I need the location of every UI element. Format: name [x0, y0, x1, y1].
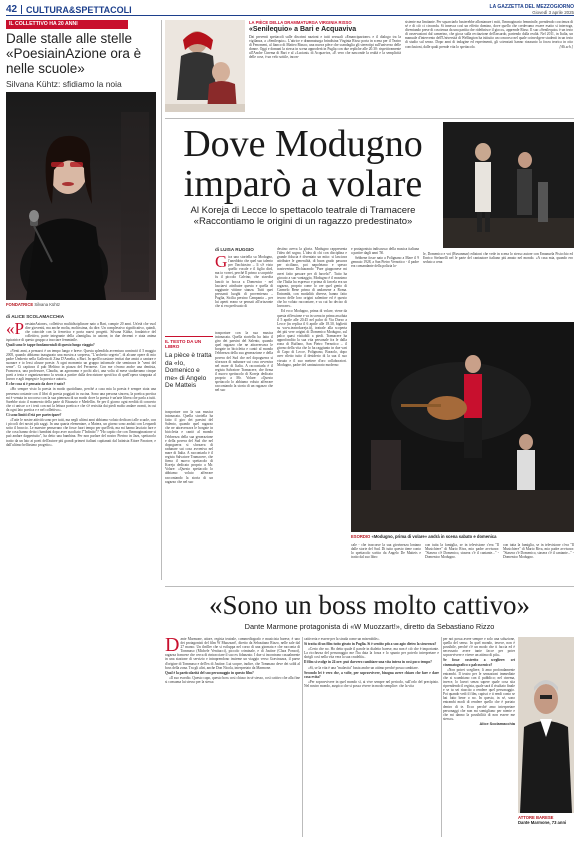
rizzo-answer: «Per sopravvivere in quel mondo sì, ai vive sempre nel pericolo, sull'orlo del precipizio. Nel nostro mondo, auspico che si possa vivere in modo semplice: che la vita: [304, 679, 439, 688]
rizzo-question: Il film si svolge in 24 ore: può davvero cambiare una vita intera in così poco tempo?: [304, 660, 432, 665]
modugno-col3: [351, 247, 419, 317]
rizzo-col3: [443, 637, 515, 837]
modugno-stage-photo-top: [443, 122, 574, 248]
modugno-col4: le, Domenico e voi (Ruvanmar) edizioni che vede in scena lo stesso autore con Emanuela Pisicchio ed Enrico Stefanelli nel le parte del cantautore italiano più amato nel mondo. «A casa mia, quando ero seduto a cena: [423, 252, 573, 265]
sidebar-body: [6, 322, 156, 837]
modugno-col1-text: ira una storiella su Modugno, l'aneddoto che quel suo talento per l'inchiostro – lì s'è visto quello vocale e il figlio dird, ma io vorrei, perché Il primo a scoprirle fu il piccolo Calvino, che stavolta lanciò in bocca a Domenico - nel lasciarvi attribuire questa e quella di raggiunte vittime stanza. Tutti quei pressanti luoghi di provenienza – Puglia, Sicilia persino Campania – per lui aperti erano se pensati all'orizzonte che si era prefissato di: [215, 255, 273, 309]
caption-text: «Modugno, prima di volare» andrà in scena sabato e domenica: [371, 534, 497, 539]
rizzo-photo: [518, 637, 574, 813]
modugno-dropcap: G: [215, 255, 228, 271]
senilequio-body-continued: [405, 20, 573, 114]
sidebar-photo: [6, 92, 156, 300]
rizzo-headline: «Sono un boss molto cattivo»: [208, 590, 530, 620]
section-rule: [165, 586, 574, 587]
rizzo-question: Secondo lei è vero che, a volte, per sopravvivere, bisogna avere chiaro che fare e dare cosa evita?: [304, 670, 439, 679]
senilequio-title: «Senilequio» a Bari e Acquaviva: [249, 26, 357, 33]
column-rule: [302, 637, 303, 837]
woman-with-microphone-illustration: [6, 92, 156, 300]
caption-label: ESORDIO: [351, 534, 371, 539]
senilequio-kicker: LA PIÈCE DELLA DRAMMATURGA VIRGINIA RISSO: [249, 20, 352, 25]
modugno-col2: [277, 247, 347, 582]
modugno-headline: Dove Modugno imparò a volare: [183, 123, 423, 205]
modugno-col1b: trasportare con la sua musica intonacata. Quella storiella ha fatto il giro dei paesini del Salento, quando quel ragazzo che ne attraversava le borgate in bicicletta e cantò al mondo l'ebbrezza della sua generazione e della povera del Sud che nel dopoguerra si sforzava di radunare sui cosa avveniva nel mare di Italia. A raccontarla è il regista Salvatore Tramacere, che firma il nuovo spettacolo di Koreja dedicato proprio a Mr. Volare: «Questo spettacolo lo abbiamo voluto afferrare raccontando la storia di un ragazzo che nel suo: [215, 331, 273, 393]
rizzo-dropcap: D: [165, 637, 180, 656]
rizzo-col2-text: cattiveria e essere per la strada come un miserabile».: [304, 637, 380, 641]
rizzo-col1: [165, 637, 300, 837]
modugno-col3-text: e protagonista indiscusso della musica italiana a partire dagli anni '50.: [351, 247, 419, 256]
modugno-col1b-left: trasportare con la sua musica intonacata. Quella storiella ha fatto il giro dei paesini del Salento, quando quel ragazzo che ne attraversava le borgate in bicicletta e cantò al mondo l'ebbrezza della sua generazione e della povera del Sud che nel dopoguerra si sforzava di radunare sui cosa avveniva nel mare di Italia. A raccontarla è il regista Salvatore Tramacere, che firma il nuovo spettacolo di Koreja dedicato proprio a Mr. Volare: «Questo spettacolo lo abbiamo voluto afferrare raccontando la storia di un ragazzo che nel suo: [165, 410, 213, 484]
singer-with-guitar-illustration: [351, 322, 574, 532]
rizzo-answer: «Non potrei scegliere, li amo profondamente entrambi. Il teatro per le sensazioni immediate che si scambiano con il pubblico; nel cinema, invece, lo lavori senza sapere quale cosa stia riprendendo il regista, quale sarà il risultato finale e se tu sei riuscito a rendere quel personaggio. Poi quando vedi il film, capisci e ti rendi conto se hai fatto bene o no. In questo, in sé, sono entrambi modi di rendere quello che è portato dentro di te. Ecco perché amo interpretare personaggi che non mi somigliano per niente e che mi danno la possibilità di non essere me stesso».: [443, 667, 515, 721]
sidebar-photo-caption: [6, 302, 156, 307]
modugno-col1: [215, 255, 273, 329]
sidebar-question: Ci sono limiti d'età per partecipare?: [6, 412, 62, 417]
caption-text: Dante Marmone, 73 anni: [518, 820, 567, 825]
modugno-col2-text: destino aveva la gloria. Modugno rappresenta l'idea del sogno, L'idea di chi con disciplina e grande fiducia è diventato un mito: si lasciava attribuire le generalità, di buon grado passava per siciliano, poi napoletano e spesso trasteverino Dichiarando "Pure giapponese mi avrei fatto passare per di farcela!". Tutto ha giocato a suo vantaggio, Modugno è il massimo che l'Italia ha espresso e prima di farcela era un ragazzo, proprio come lo ore quel genio di Carmelo Bene prima di andarsene a Roma. Entrambi, con modalità diverse, hanno fatto tesoro delle loro origini salentine ed è questo che ho voluto raccontare, e su cui ho deciso di lavorare».: [277, 247, 347, 309]
info-box-kicker: IL TESTO DA UN LIBRO: [165, 339, 202, 349]
sidebar-dropcap: «P: [6, 322, 24, 338]
rizzo-col2: [304, 637, 439, 837]
sidebar-subhead: Silvana Kühtz: sfidiamo la noia: [6, 79, 122, 89]
modugno-photo-caption: [351, 534, 574, 539]
column-rule: [441, 637, 442, 837]
header-divider: [21, 5, 22, 14]
rizzo-answer: «Sì, se la vita è una "malavita" basta anche un attimo perché possa cambiare.: [308, 665, 419, 670]
sidebar-lead: oesiainAzione», collettivo multidisciplinare nato a Bari, compie 20 anni. Un'età che vuol dire gioventù, ma anche molta, moltissima, da dire. Un complessivo significativo, quindi, che coincide con la frenetica e porta nuovi progetti. Silvana Kühtz, fondatrice del collettivo, parte integrante della «famiglia» in azione, in due decenni e stata anima ispiratrice di questo gruppo a tracciare femminile.: [6, 322, 156, 343]
rizzo-question: Si tratta di un film tutto girato in Puglia. Si è sentito più a suo agio dietro la sicurezza?: [304, 642, 437, 647]
senilequio-signature: [Ali.sch.]: [559, 44, 573, 49]
modugno-subhead: Al Koreja di Lecce lo spettacolo teatrale di Tramacere «Raccontiamo le origini di un ragazzo predestinato»: [190, 205, 416, 227]
senilequio-photo: [165, 20, 245, 112]
rizzo-question: Se fosse costretto a scegliere: set cinematografico o palcoscenico?: [443, 658, 515, 667]
senilequio-body: Dai preventi spettacoli sulle discrimi nazioni e tutti sessuali «Emancipazione» e il dialogo tra la vigilanza, a «Senilequio». L'attrice e drammaturga brindisina Virginia Risso porta in scena per il Teatro di Fenomeni, al fianco di Matteo Biasco, una nuova pièce che scandaglia gli stereotipi sull'universo delle donne. Oggi e domani la stessa in scena approderà in Puglia con due repliche alle 20.30: rispettivamente all'Anche Cinema di Bari e al «Luciani» di Acquaviva, «È vero che nasconde la realtà e la semplicità delle cose, è un velo sottile, incon-: [249, 35, 401, 60]
page-header: [6, 4, 574, 16]
sidebar-headline: Dalle stalle alle stelle «PoesiainAzione ora è nelle scuole»: [6, 31, 142, 76]
modugno-col3b-text: Sebbene fosse nato a Polignano a Mare il 9 gennaio 1928, a San Pietro Vernotico - il padre era comandante della polizia lo-: [351, 256, 419, 269]
caption-label: ATTORE BARESE: [518, 815, 554, 820]
sidebar-answer: «Tutte le nostre attività sono per tutti, ma negli ultimi anni abbiamo voluto dedicarci alle scuole, con i piccoli dei nostri più saggi. In una quarta elementare, a Matera, un giorno sono andati con Leopardi sotto il braccio. Le maestre pensavano che fosse fuori tempo per quell'età, ma mi hanno lasciato fare e che cosa hanno detto i bambini dopo aver ascoltato l'"Infinito"? "Ho capito che con l'immaginazione si può andare dappertutto", ha detto una bambina. Per non parlare del nostro Pierino in Jazz, spettacolo tratto da un lato ai poeti dell'autore più grandi primeri italiani capitanati dal latinista Ettore Paratore, e dall'ultimo bellissimo progetto».: [6, 418, 156, 447]
rizzo-answer: «Il suo esordio. Questo capo, questo boss cosi chiuso in sé stesso, così cattivo che alla fine si consuma lui stesso per la stessa: [165, 675, 300, 684]
sidebar-byline: di ALICE SCOLAMACCHIA: [6, 314, 65, 319]
rizzo-photo-caption: [518, 815, 574, 825]
actors-on-stage-illustration: [165, 20, 245, 112]
sidebar-kicker: IL COLLETTIVO HA 20 ANNI: [6, 20, 128, 29]
sidebar-question: E che cosa si è pensato da dove è nato?: [6, 382, 66, 387]
modugno-col5: con tutta la famiglia, se in televisione c'era "Il Musichiere" di Mario Riva, mio padre avvisava: "Stasera c'è Domenico, stasera c'è il cantante..." - Domenico Modugno.: [503, 543, 574, 560]
sidebar-answer: «Venti anni, a pensarci è un tempo lungo e breve. Questa splendida avventura cominciò il 5 maggio 2005, quando abbiamo inaugurato una mostra a sorpresa, "L'archetto segreto", di alcune opere di mio padre Umberto nella Galleria di Zina D'Amelia, a Bari. In quell'occasione invitai due amici a cantare e suonare e io lessi alcune poesie. A ogni momento un gruppo informale che seminava le "semi del seme". Ci capitava il pub Meltino in piazza del Ferrarese. Con me c'erano anche una dentista, Francesca, una professore, Claudia, un agronomo e pochi altri, una volta al mese studiavamo cinque poeti a testa e organizzavamo la serata a partire dalla descrizione specifica di quell'opera strappata al lavoro e agli impegni e la poesia e autori».: [6, 348, 156, 382]
issue-date: Giovedì 3 aprile 2025: [532, 10, 574, 15]
actor-portrait-illustration: [518, 637, 574, 813]
rizzo-question: Qual è la particolarità del suo personaggio in questo film?: [165, 670, 254, 675]
section-rule: [165, 118, 574, 119]
info-box-text: La pièce è tratta da «Io, Domenico e me» di Angelo De Matteis: [165, 352, 212, 389]
sidebar-answer: «Ho sempre visto la poesia in modo quotidiano, perché a casa mia la poesia è sempre stata una presenza costante con il libri di poesia poggiati in cucina. Sono una persona sincera, la poetica poetica mi è venuta in soccorso con la sua pienezza di un modo dove la poesia è un'arte libera che parla a tutti. Sarebbe stato il momento della parte di Bisanzio e Medellin. Se per il giorno ogni eredità di concerto che ci unisce a e i testi con noi la lettura poetica e che s'è resistita dai piedi molto andare avanti, in cui da ogni lato poetica e e nel collettivo».: [6, 387, 156, 412]
caption-text: Silvana Kühtz: [34, 302, 60, 307]
rizzo-signature: Alice Scolamacchia: [479, 721, 515, 726]
modugno-byline: di LUISA RUGGIO: [215, 247, 254, 252]
modugno-col2b-text: Ed ecco Modugno, prima di volare, viene da questa riflessione e va in scena in prima assoluta il 5 aprile alle 20.45 nel palco di Via Dorso a Lecce (in replica il 6 aprile alle 18.30, biglietti su www.teatrokoreja.it), teatrale alla scoperta dei più vere origini di Domenico Modugno, sul palco quasi visitabili a piedi. Tramacere ha approfondito la sua vita personale fra le dalla zona di Ruffano, San Pietro Vernotico – il giorno della vita che lo ha raggiunto in due vari di Capo di Lecce, Polignano, Boraolo, dopo aver riletto tutto il desiderio di la sua il suo vissuto e il suo mettere d'oro collaboratori. Modugno, padre del cantautorato moderno: [277, 309, 347, 367]
caption-label: FONDATRICE: [6, 302, 34, 307]
column-rule: [161, 20, 162, 580]
rizzo-answer: «Certo che no. Ho detto quale il parole in dialetto barese, ma non è ciò che è importante. La ricchezza del personaggio me l'ha data la forza e lo spunto per poterlo interpretare e sbrigli così nella vita vera la sua crudeltà».: [304, 647, 439, 660]
senilequio-body-2: sistente ma limitante. Per squarciarlo basterebbe allontanare i miti, l'immaginario femminile, prendendo coscienza di sé e di ciò ci circonda. Si innesca così un effetto domino, dove quello che credevamo essere esatto si interroga, diventando prese di coscienza da una partita che ridefinisce il gioco», apprende Risso. Il suo «Senilequio» è un testo di osservazioni dal camerino, che gioca sulla recitazione dell'assurdo, partendo dalla realtà. Nel 2011, in Italia, un manuale d'intervento dell'Università di Wellington ha istituito un concorso nel quale coinvolgere studenti in un testo di studio sul senso. Dopo anni di indagine ed esperimenti, gli scienziati hanno riassunto la forza teorica in otto conclusioni, dalle quali prende vita lo spettacolo.: [405, 20, 573, 49]
modugno-col4b: con tutta la famiglia, se in televisione c'era "Il Musichiere" di Mario Riva, mio padre avvisava: "Stasera c'è Domenico, stasera c'è il cantante..." - Domenico Modugno.: [425, 543, 499, 560]
section-title: CULTURA&SPETTACOLI: [26, 5, 132, 15]
modugno-col3c: cale - che trascorse la sua giovinezza lontano dalle storie del Sud. Di tutto questo tiene conto lo spettacolo scritto da Angelo De Matteis e tratto dal suo libro: [351, 543, 421, 560]
masthead: LA GAZZETTA DEL MEZZOGIORNO: [489, 4, 574, 10]
page-number: 42: [6, 4, 18, 15]
stage-performers-illustration: [443, 122, 574, 248]
rizzo-col3-text: per noi possa avere sempre e solo una soluzione, quella del senso. In quel mondo, invece, non è possibile, perché c'è un modo che ti faccia ed è necessario avere tante facce per poter sopravvivere e vivere un attimo di più».: [443, 637, 515, 658]
rizzo-subhead: Dante Marmone protagonista di «W Muozzart!», diretto da Sebastiano Rizzo: [244, 622, 495, 631]
rizzo-col1-text: ante Marmone, attore, regista teatrale, commediografo e musicista barese, è uno dei protagonisti del film W Muozzart!, diretto da Sebastiano Rizzo, nelle sale dal 27 marzo. Un thriller che si sviluppa nel corso di una giornata e che racconta di Tommaso (Michele Venitucci), piccolo criminale, e di Justine (Clara Ponsot), ragazza francese che cerca di rintracciare il suo ex fidanzato. I due si incontrano casualmente in una stazione di servizio e intraprendono insieme un viaggio verso Gravinazza, il paese d'origine di Tommaso e dell'ex di Justine. Lui scopre, inoltre, che Tommaso deve dei soldi al boss della zona. Tra gli altri, anche Don Nicola, interpretato da Marmone.: [165, 637, 300, 670]
modugno-stage-photo-main: [351, 322, 574, 532]
modugno-info-box: [165, 336, 213, 406]
sidebar-question: Quali sono le tappe fondamentali di questo lungo viaggio?: [6, 343, 95, 348]
